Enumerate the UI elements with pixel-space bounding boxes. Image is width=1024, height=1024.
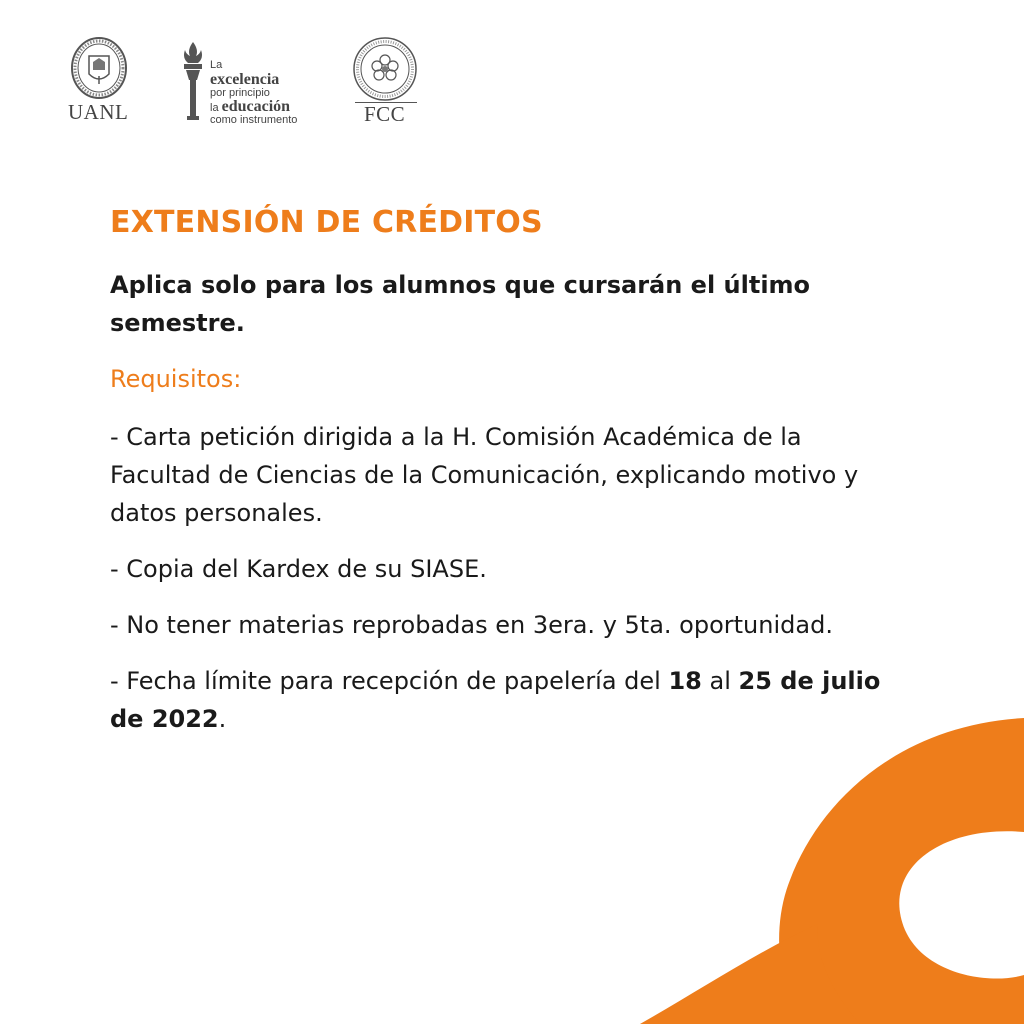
deadline-prefix: - Fecha límite para recepción de papelería del [110, 667, 669, 695]
motto-line-3: por principio [210, 87, 270, 99]
uanl-seal-icon [69, 36, 129, 100]
motto-line-1: La [210, 59, 223, 71]
deadline-end: 25 de julio de 2022 [110, 667, 881, 733]
uanl-logo [60, 36, 140, 126]
motto-line-4-bold: educación [221, 98, 291, 115]
announcement [110, 205, 910, 756]
requirement-item: - Carta petición dirigida a la H. Comisión Académica de la Facultad de Ciencias de la Comunicación, explicando motivo y datos personales. [110, 423, 859, 527]
deadline-suffix: . [218, 705, 227, 733]
requirements-heading: Requisitos: [110, 365, 242, 393]
motto-logo [178, 40, 318, 130]
motto-line-5: como instrumento [210, 114, 298, 126]
motto-line-4-prefix: la [210, 102, 222, 114]
page-title: EXTENSIÓN DE CRÉDITOS [110, 205, 543, 240]
motto-text [210, 60, 297, 126]
deadline-item [110, 662, 900, 738]
deadline-start: 18 [668, 667, 702, 695]
fcc-seal-icon [352, 36, 418, 102]
requirement-item: - Copia del Kardex de su SIASE. [110, 555, 487, 583]
fcc-logo [352, 36, 420, 126]
intro-text: Aplica solo para los alumnos que cursarán el último semestre. [110, 271, 811, 337]
motto-line-2: excelencia [210, 71, 280, 88]
requirement-item: - No tener materias reprobadas en 3era. y 5ta. oportunidad. [110, 611, 833, 639]
deadline-middle: al [701, 667, 739, 695]
torch-icon [178, 40, 208, 124]
uanl-label: UANL [68, 100, 129, 124]
fcc-label: FCC [364, 102, 406, 126]
